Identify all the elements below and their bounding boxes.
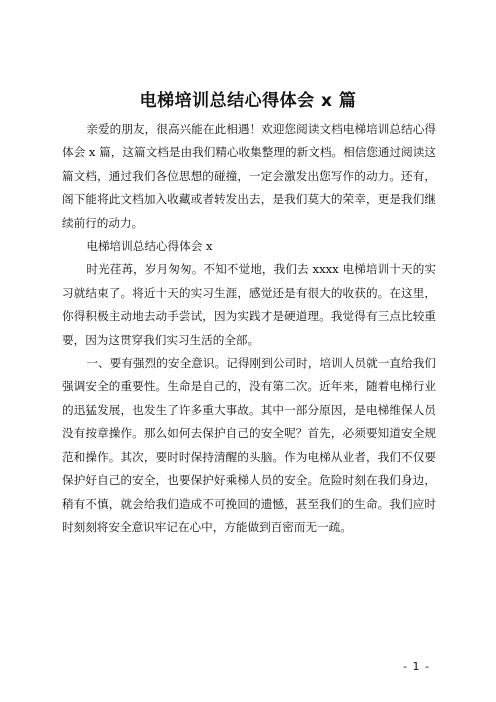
intro-paragraph: 亲爱的朋友，很高兴能在此相遇！欢迎您阅读文档电梯培训总结心得体会 x 篇，这篇文档是由我们精心收集整理的新文档。相信您通过阅读这篇文档，通过我们各位思想的碰撞，一定会激发出您写作的动力。还有，阁下能将此文档加入收藏或者转发出去，是我们莫大的荣幸，更是我们继续前行的动力。 bbox=[62, 122, 436, 230]
body-paragraph-1: 时光荏苒，岁月匆匆。不知不觉地，我们去 xxxx 电梯培训十天的实习就结束了。将近十天的实习生涯，感觉还是有很大的收获的。在这里，你得积极主动地去动手尝试，因为实践才是硬道理。我觉得有三点比较重要，因为这贯穿我们实习生活的全部。 bbox=[62, 262, 436, 347]
section-heading-paragraph: 电梯培训总结心得体会 x bbox=[86, 239, 213, 254]
document-title: 电梯培训总结心得体会 x 篇 bbox=[139, 91, 357, 111]
document-body bbox=[62, 118, 436, 539]
body-paragraph-2: 一、要有强烈的安全意识。记得刚到公司时，培训人员就一直给我们强调安全的重要性。生命是自己的，没有第二次。近年来，随着电梯行业的迅猛发展，也发生了许多重大事故。其中一部分原因，是电梯维保人员没有按章操作。那么如何去保护自己的安全呢？首先，必须要知道安全规范和操作。其次，要时时保持清醒的头脑。作为电梯从业者，我们不仅要保护好自己的安全，也要保护好乘梯人员的安全。危险时刻在我们身边，稍有不慎，就会给我们造成不可挽回的遗憾，甚至我们的生命。我们应时时刻刻将安全意识牢记在心中，方能做到百密而无一疏。 bbox=[62, 356, 436, 534]
page-number: - 1 - bbox=[403, 660, 430, 673]
